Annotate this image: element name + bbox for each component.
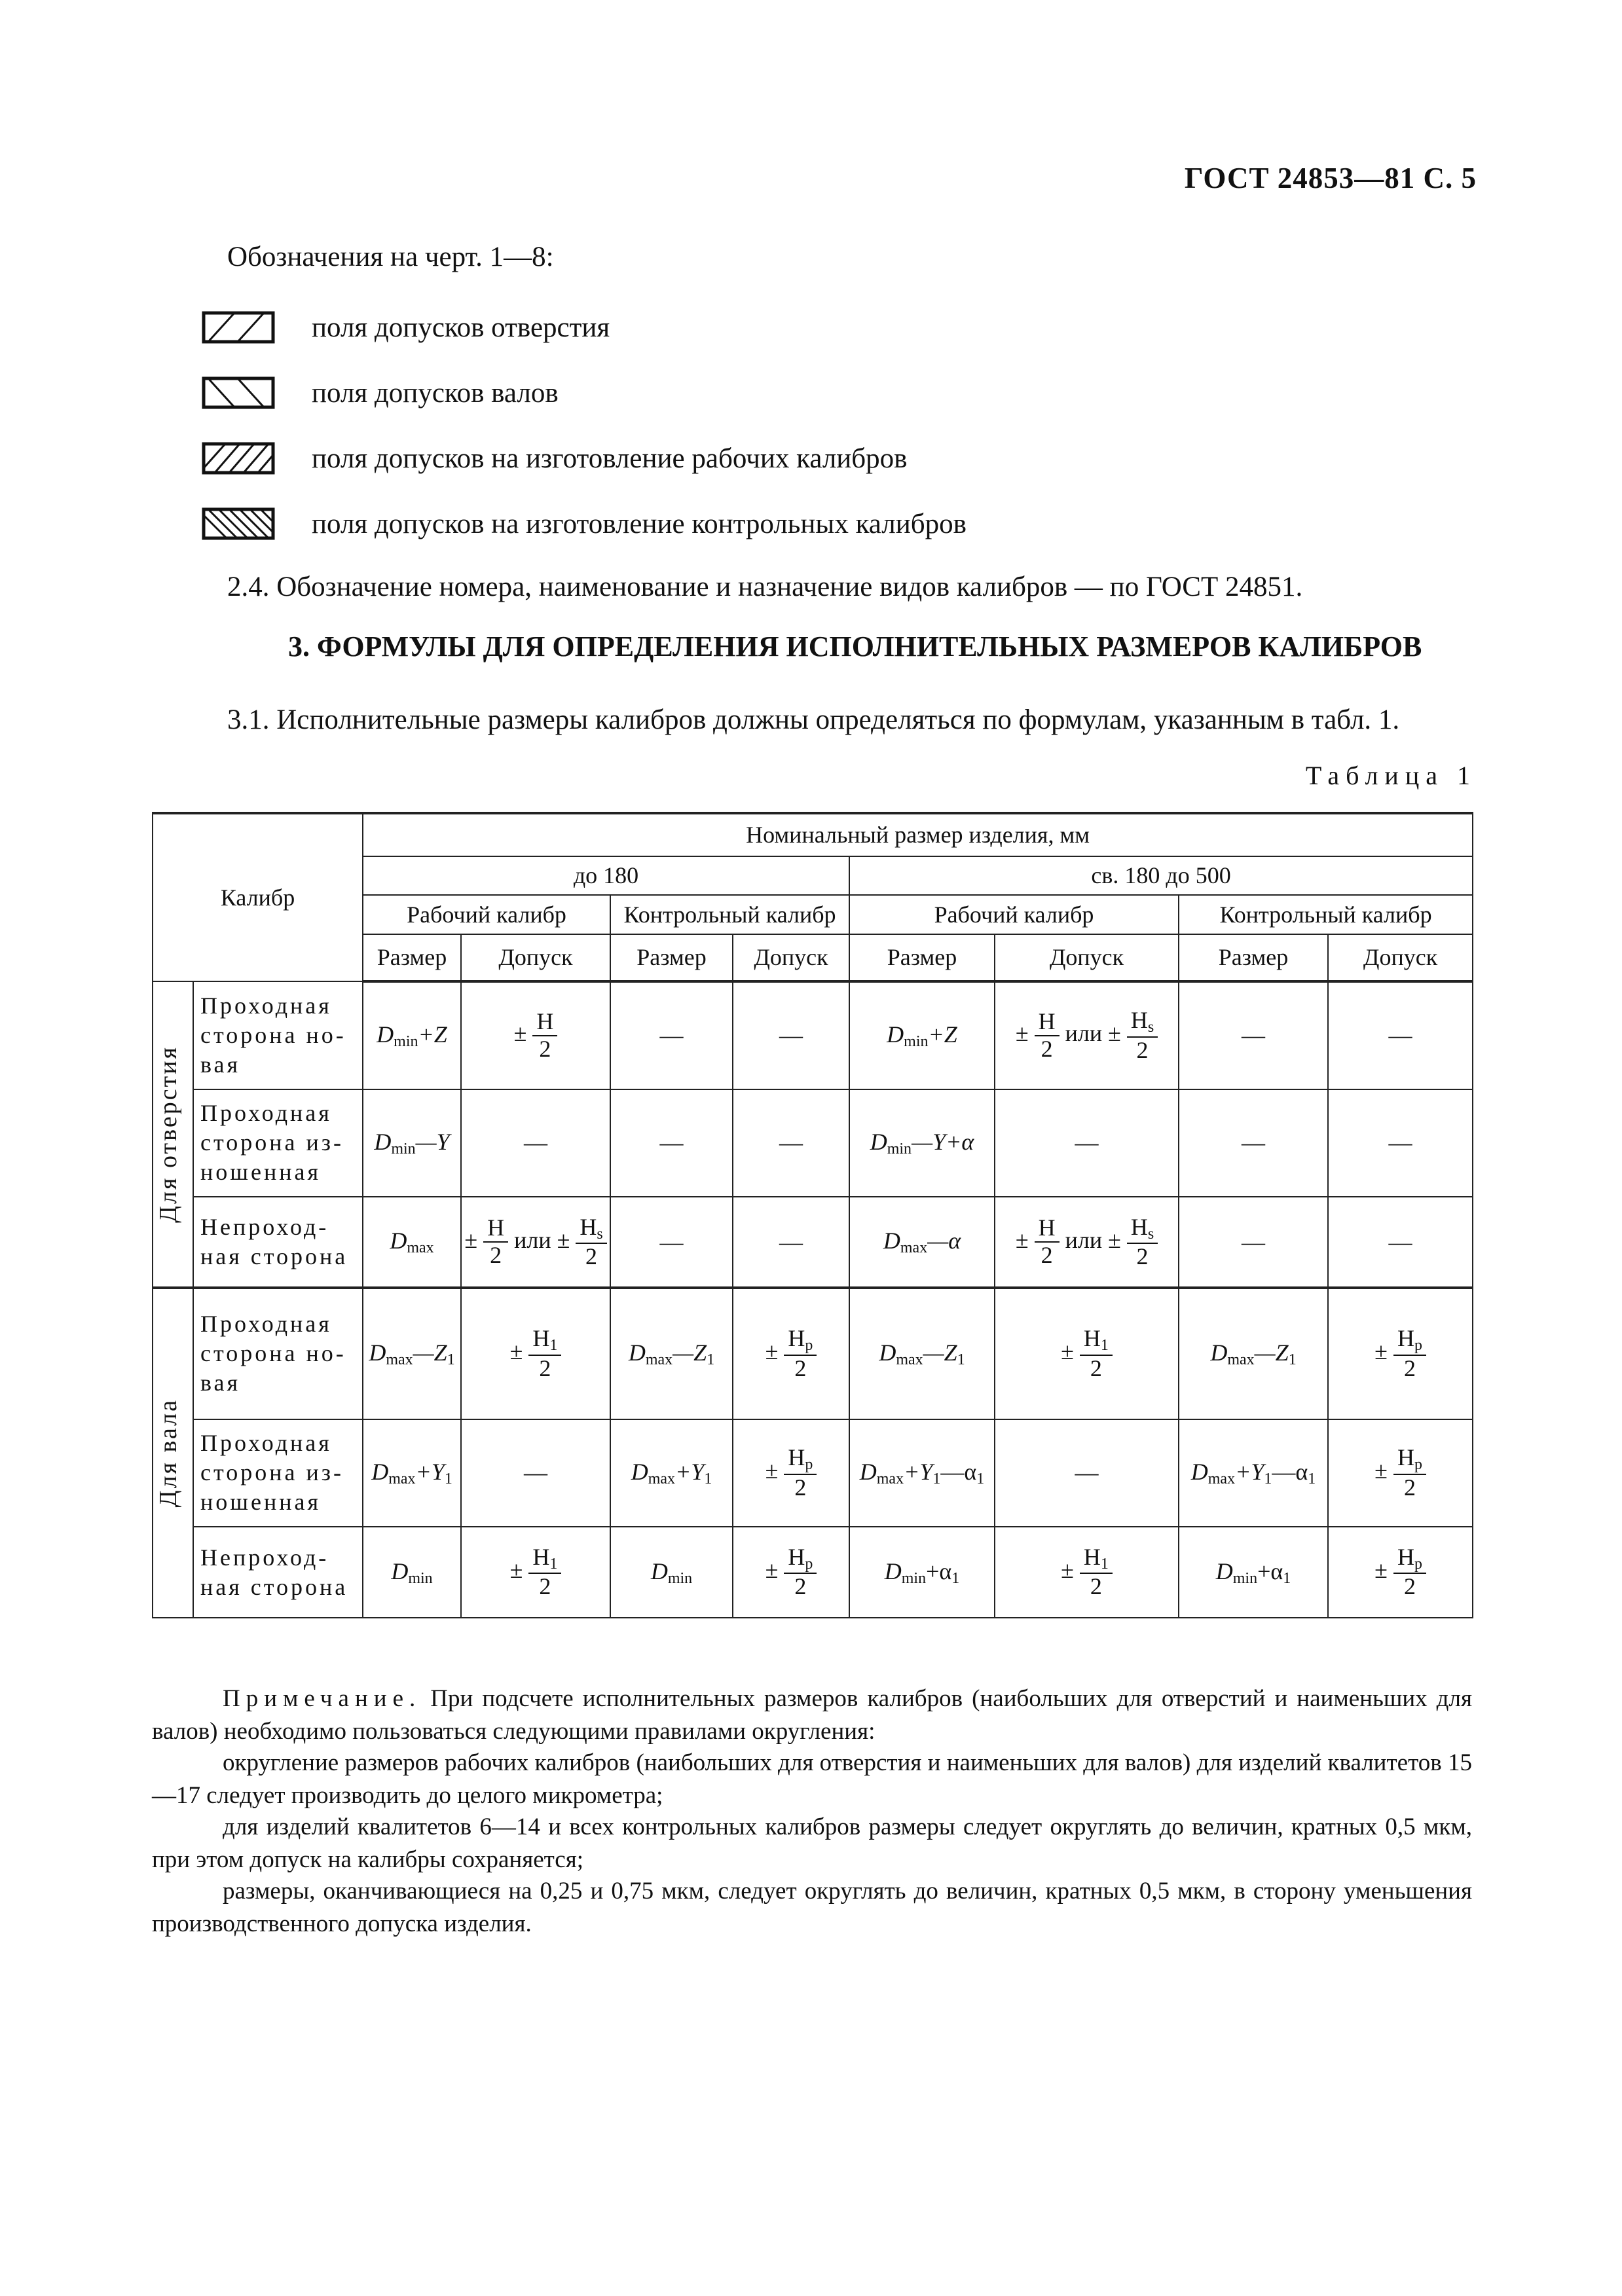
row-go-new: Проходная сторона но- вая [193,981,363,1089]
legend-title: Обозначения на черт. 1—8: [227,242,554,272]
cell-dash: — [610,1197,733,1288]
header-size: Размер [1179,934,1328,981]
paragraph-2-4: 2.4. Обозначение номера, наименование и назначение видов калибров — по ГОСТ 24851. [227,572,1303,602]
cell-dash: — [1328,1089,1473,1197]
cell-formula: $D_{min}—Y+\alpha$ [849,1089,995,1197]
header-tolerance: Допуск [995,934,1179,981]
header-tolerance: Допуск [733,934,849,981]
section-3-title: 3. ФОРМУЛЫ ДЛЯ ОПРЕДЕЛЕНИЯ ИСПОЛНИТЕЛЬНЫХ РАЗМЕРОВ КАЛИБРОВ [288,630,1422,663]
cell-formula: ± $\frac{H_1}{2}$ [461,1527,610,1618]
cell-dash: — [1328,1197,1473,1288]
group-shaft: Для вала [153,1288,193,1618]
cell-formula: $D_{min}—Y$ [363,1089,461,1197]
header-working-gauge: Рабочий калибр [363,895,610,934]
cell-formula: $D_{max}—\alpha$ [849,1197,995,1288]
cell-formula: ± $\frac{H_p}{2}$ [1328,1419,1473,1527]
cell-formula: $D_{max}+Y_1—\alpha_1$ [1179,1419,1328,1527]
row-go-new: Проходная сторона но- вая [193,1288,363,1419]
header-working-gauge: Рабочий калибр [849,895,1179,934]
cell-formula: $D_{min}+Z$ [849,981,995,1089]
note-paragraph-3: для изделий квалитетов 6—14 и всех контрольных калибров размеры следует округлять до величин, кратных 0,5 мкм, при этом допуск на калибры сохраняется; [152,1813,1472,1873]
cell-dash: — [610,1089,733,1197]
cell-dash: — [461,1089,610,1197]
header-range-to-180: до 180 [363,856,849,896]
cell-dash: — [1179,1089,1328,1197]
shaft-tolerance-hatch-icon [202,376,275,409]
cell-dash: — [1179,1197,1328,1288]
cell-dash: — [995,1089,1179,1197]
cell-formula: $D_{max}+Y_1—\alpha_1$ [849,1419,995,1527]
cell-formula: ± $\frac{H_1}{2}$ [461,1288,610,1419]
legend-item-hole [202,308,610,347]
cell-formula: ± $\frac{H_p}{2}$ [733,1419,849,1527]
cell-dash: — [733,981,849,1089]
header-tolerance: Допуск [461,934,610,981]
cell-formula: $D_{max}+Y_1$ [610,1419,733,1527]
header-size: Размер [363,934,461,981]
cell-formula: $D_{max}—Z_1$ [610,1288,733,1419]
cell-formula: ± $\frac{H_1}{2}$ [995,1288,1179,1419]
cell-dash: — [1179,981,1328,1089]
note-paragraph-2: округление размеров рабочих калибров (наибольших для отверстия и наименьших для валов) для изделий квалитетов 15—17 следует производить до целого микрометра; [152,1749,1472,1809]
legend-label: поля допусков на изготовление контрольных калибров [312,508,967,539]
row-go-worn: Проходная сторона из- ношенная [193,1089,363,1197]
row-go-worn: Проходная сторона из- ношенная [193,1419,363,1527]
row-nogo: Непроход- ная сторона [193,1197,363,1288]
group-hole: Для отверстия [153,981,193,1288]
cell-dash: — [461,1419,610,1527]
cell-dash: — [995,1419,1179,1527]
cell-formula: $D_{min}+Z$ [363,981,461,1089]
cell-formula: ± $\frac{H_1}{2}$ [995,1527,1179,1618]
legend-label: поля допусков отверстия [312,312,610,343]
cell-formula: ± $\frac{H}{2}$ или ± $\frac{H_s}{2}$ [995,981,1179,1089]
paragraph-3-1: 3.1. Исполнительные размеры калибров должны определяться по формулам, указанным в табл. 1. [227,704,1400,735]
cell-formula: $D_{max}—Z_1$ [849,1288,995,1419]
legend-label: поля допусков на изготовление рабочих калибров [312,443,908,474]
header-control-gauge: Контрольный калибр [1179,895,1473,934]
cell-formula: ± $\frac{H_p}{2}$ [1328,1527,1473,1618]
legend-item-working [202,439,907,478]
cell-formula: $D_{min}+\alpha_1$ [1179,1527,1328,1618]
cell-formula: ± $\frac{H_p}{2}$ [733,1527,849,1618]
formula-table [152,812,1473,1618]
page-header: ГОСТ 24853—81 С. 5 [1184,162,1477,194]
header-tolerance: Допуск [1328,934,1473,981]
cell-dash: — [1328,981,1473,1089]
cell-formula: ± $\frac{H}{2}$ [461,981,610,1089]
cell-formula: ± $\frac{H}{2}$ или ± $\frac{H_s}{2}$ [995,1197,1179,1288]
note-paragraph-1: Примечание. При подсчете исполнительных размеров калибров (наибольших для отверстий и наименьших для валов) необходимо пользоваться следующими правилами округления: [152,1685,1472,1745]
control-gauge-hatch-icon [202,507,275,540]
note-label: Примечание. [223,1685,422,1712]
cell-dash: — [733,1197,849,1288]
working-gauge-hatch-icon [202,442,275,475]
header-nominal-size: Номинальный размер изделия, мм [363,813,1473,856]
cell-formula: $D_{max}—Z_1$ [1179,1288,1328,1419]
cell-formula: $D_{min}$ [363,1527,461,1618]
header-size: Размер [849,934,995,981]
cell-formula: ± $\frac{H_p}{2}$ [1328,1288,1473,1419]
cell-formula: ± $\frac{H_p}{2}$ [733,1288,849,1419]
header-gauge: Калибр [153,813,363,981]
hole-tolerance-hatch-icon [202,311,275,344]
cell-formula: $D_{min}+\alpha_1$ [849,1527,995,1618]
note-paragraph-4: размеры, оканчивающиеся на 0,25 и 0,75 мкм, следует округлять до величин, кратных 0,5 мкм, в сторону уменьшения производственного допуска изделия. [152,1878,1472,1937]
legend-label: поля допусков валов [312,377,559,409]
cell-formula: $D_{max}$ [363,1197,461,1288]
header-size: Размер [610,934,733,981]
cell-formula: ± $\frac{H}{2}$ или ± $\frac{H_s}{2}$ [461,1197,610,1288]
cell-formula: $D_{min}$ [610,1527,733,1618]
cell-dash: — [610,981,733,1089]
row-nogo: Непроход- ная сторона [193,1527,363,1618]
cell-formula: $D_{max}+Y_1$ [363,1419,461,1527]
cell-dash: — [733,1089,849,1197]
legend-item-control [202,504,967,543]
header-control-gauge: Контрольный калибр [610,895,849,934]
cell-formula: $D_{max}—Z_1$ [363,1288,461,1419]
header-range-180-500: св. 180 до 500 [849,856,1473,896]
legend-item-shaft [202,373,559,412]
table-caption: Таблица 1 [1305,761,1477,790]
